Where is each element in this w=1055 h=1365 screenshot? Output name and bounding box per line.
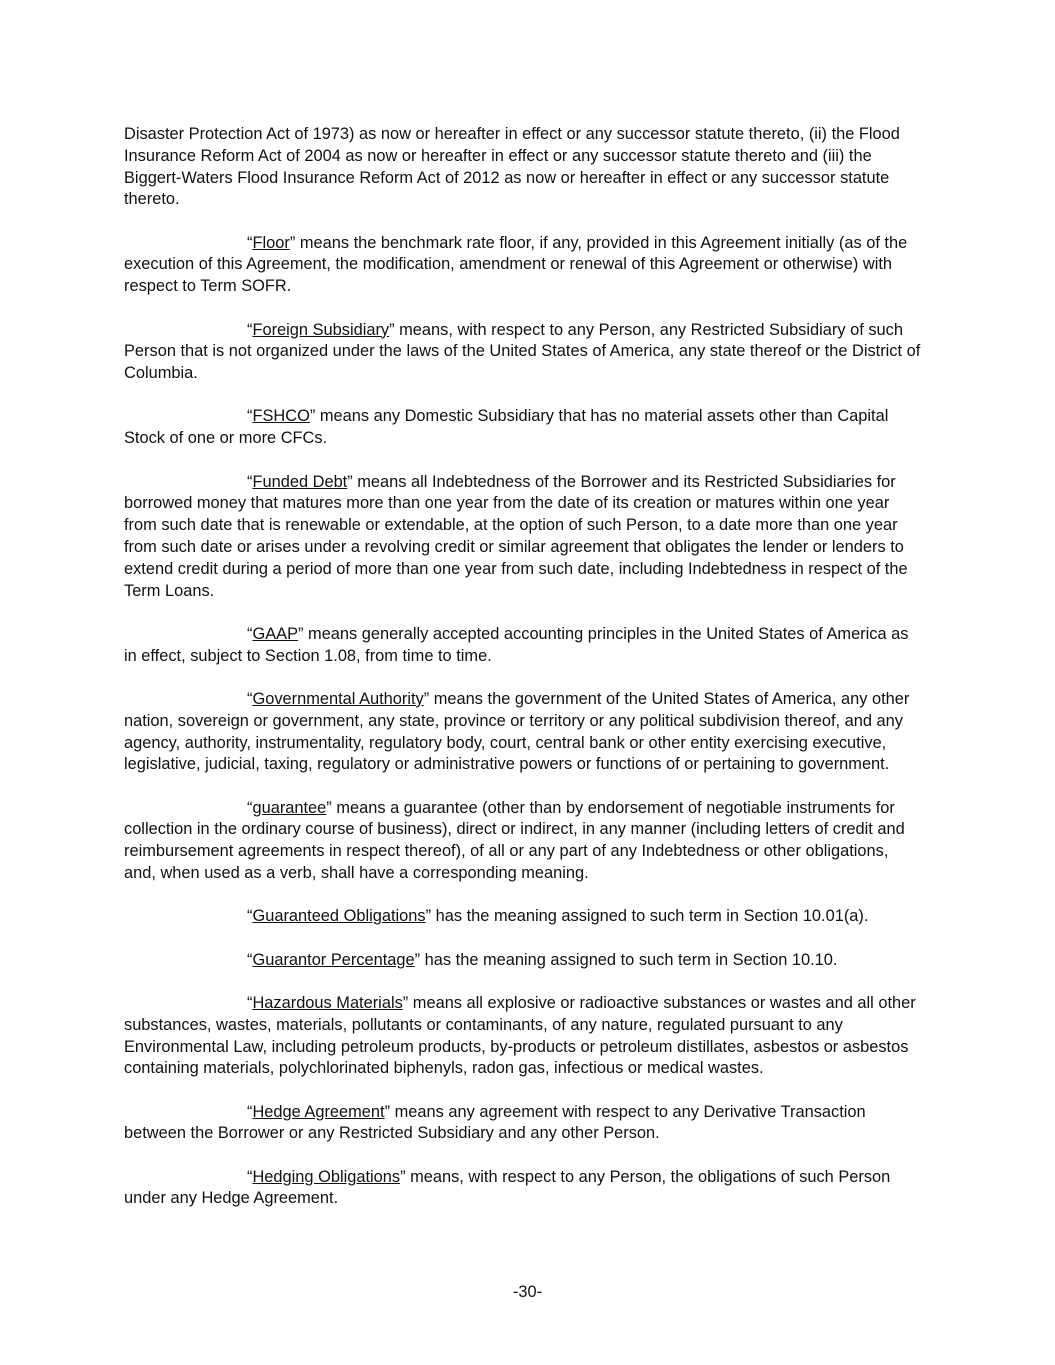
defined-term: Governmental Authority xyxy=(252,689,424,708)
continuation-paragraph: Disaster Protection Act of 1973) as now or hereafter in effect or any successor statute thereto, (ii) the Flood Insurance Reform Act of 2004 as now or hereafter in effect or any successor statute thereto and (iii) the Biggert-Waters Flood Insurance Reform Act of 2012 as now or hereafter in effect or any successor statute thereto. xyxy=(124,125,900,209)
definition-text: means, with respect to any Person, any Restricted Subsidiary of such Person that is not organized under the laws of the United States of America, any state thereof or the District of Columbia. xyxy=(124,320,921,383)
definition-governmental-authority xyxy=(124,689,924,776)
open-quote: “ xyxy=(247,472,253,491)
close-quote: ” xyxy=(384,1102,391,1121)
definition-text: means the government of the United States of America, any other nation, sovereign or government, any state, province or territory or any political subdivision thereof, and any agency, authority, instrumentality, regulatory body, court, central bank or other entity exercising executive, legislative, judicial, taxing, regulatory or administrative powers or functions of or pertaining to government. xyxy=(124,689,910,774)
definition-text: means any Domestic Subsidiary that has no material assets other than Capital Stock of one or more CFCs. xyxy=(124,407,889,448)
definition-foreign-subsidiary xyxy=(124,320,924,385)
defined-term: GAAP xyxy=(252,624,299,643)
open-quote: “ xyxy=(247,624,253,643)
close-quote: ” xyxy=(389,320,395,339)
close-quote: ” xyxy=(298,624,304,643)
defined-term: Floor xyxy=(252,233,290,252)
definition-text: means, with respect to any Person, the obligations of such Person under any Hedge Agreement. xyxy=(124,1167,891,1208)
definition-text: means generally accepted accounting principles in the United States of America as in effect, subject to Section 1.08, from time to time. xyxy=(124,624,909,665)
defined-term: Guarantor Percentage xyxy=(252,950,415,969)
open-quote: “ xyxy=(247,407,253,426)
definition-text: means any agreement with respect to any Derivative Transaction between the Borrower or any Restricted Subsidiary and any other Person. xyxy=(124,1102,866,1143)
open-quote: “ xyxy=(247,950,253,969)
close-quote: ” xyxy=(402,993,409,1012)
definition-text: has the meaning assigned to such term in Section 10.01(a). xyxy=(431,907,869,926)
definition-floor xyxy=(124,233,924,298)
definition-fshco xyxy=(124,406,924,450)
close-quote: ” xyxy=(289,233,296,252)
definition-hazardous-materials xyxy=(124,993,924,1080)
definition-text: means a guarantee (other than by endorsement of negotiable instruments for collection in the ordinary course of business), direct or indirect, in any manner (including letters of credit and reimbursement agreements in respect thereof), of all or any part of any Indebtedness or other obligations, and, when used as a verb, shall have a corresponding meaning. xyxy=(124,798,905,883)
open-quote: “ xyxy=(247,993,253,1012)
definition-text: means all explosive or radioactive substances or wastes and all other substances, wastes, materials, pollutants or contaminants, of any nature, regulated pursuant to any Environmental Law, including petroleum products, by-products or petroleum distillates, asbestos or asbestos containing materials, polychlorinated biphenyls, radon gas, infectious or medical wastes. xyxy=(124,993,916,1078)
defined-term: Hedge Agreement xyxy=(252,1102,385,1121)
open-quote: “ xyxy=(247,907,253,926)
open-quote: “ xyxy=(247,1102,253,1121)
defined-term: Hedging Obligations xyxy=(252,1167,401,1186)
open-quote: “ xyxy=(247,320,253,339)
definition-hedge-agreement xyxy=(124,1102,924,1146)
close-quote: ” xyxy=(326,798,332,817)
definition-guarantor-percentage xyxy=(124,950,924,972)
page-number: -30- xyxy=(512,1283,543,1301)
definition-text: means the benchmark rate floor, if any, provided in this Agreement initially (as of the execution of this Agreement, the modification, amendment or renewal of this Agreement or otherwise) with respect to Term SOFR. xyxy=(124,233,908,296)
defined-term: Hazardous Materials xyxy=(252,993,403,1012)
document-page xyxy=(124,124,924,1232)
close-quote: ” xyxy=(425,907,432,926)
close-quote: ” xyxy=(414,950,421,969)
close-quote: ” xyxy=(309,407,316,426)
definition-funded-debt xyxy=(124,472,924,603)
defined-term: Guaranteed Obligations xyxy=(252,907,426,926)
open-quote: “ xyxy=(247,1167,253,1186)
close-quote: ” xyxy=(423,689,430,708)
definition-hedging-obligations xyxy=(124,1167,924,1211)
open-quote: “ xyxy=(247,233,253,252)
defined-term: Foreign Subsidiary xyxy=(252,320,390,339)
definition-guarantee xyxy=(124,798,924,885)
definition-text: means all Indebtedness of the Borrower and its Restricted Subsidiaries for borrowed money that matures more than one year from the date of its creation or matures within one year from such date that is renewable or extendable, at the option of such Person, to a date more than one year from such date or arises under a revolving credit or similar agreement that obligates the lender or lenders to extend credit during a period of more than one year from such date, including Indebtedness in respect of the Term Loans. xyxy=(124,472,908,600)
close-quote: ” xyxy=(347,472,353,491)
definition-gaap xyxy=(124,624,924,668)
definition-text: has the meaning assigned to such term in Section 10.10. xyxy=(420,950,838,969)
defined-term: guarantee xyxy=(252,798,327,817)
open-quote: “ xyxy=(247,689,253,708)
open-quote: “ xyxy=(247,798,253,817)
defined-term: Funded Debt xyxy=(252,472,348,491)
defined-term: FSHCO xyxy=(252,407,310,426)
close-quote: ” xyxy=(400,1167,406,1186)
definition-guaranteed-obligations xyxy=(124,906,924,928)
